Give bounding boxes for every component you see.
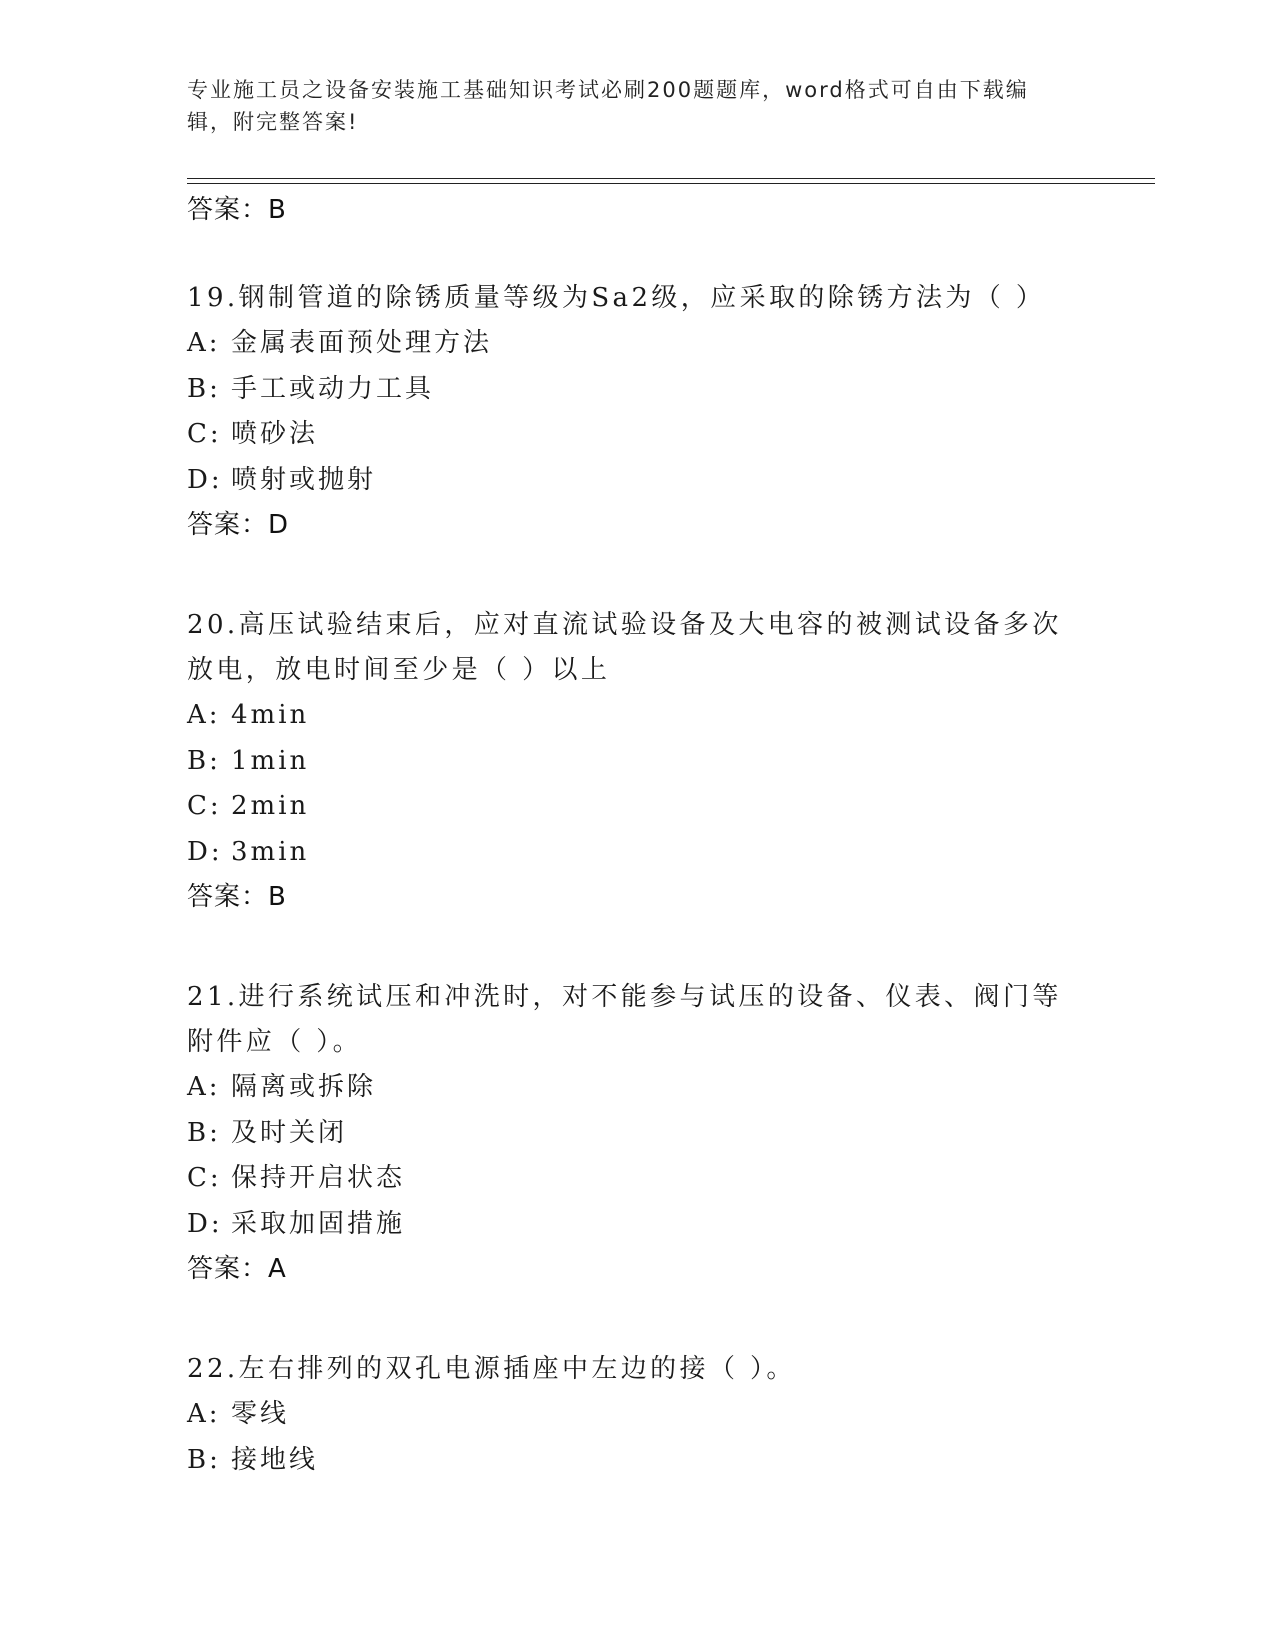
- option-text: 采取加固措施: [231, 1208, 406, 1239]
- option-letter: A:: [187, 1399, 221, 1429]
- option-letter: A:: [187, 1072, 221, 1102]
- question-text: 19.钢制管道的除锈质量等级为Sa2级，应采取的除锈方法为（ ）: [187, 283, 1046, 313]
- option-letter: D:: [187, 464, 223, 495]
- option-text: 及时关闭: [231, 1117, 348, 1148]
- option-c: [187, 1156, 1087, 1202]
- question-item: [187, 603, 1087, 919]
- option-a: [187, 321, 1087, 367]
- option-text: 3min: [231, 836, 310, 867]
- option-c: [187, 412, 1087, 458]
- option-letter: A:: [187, 328, 221, 358]
- header-divider-top: [187, 178, 1155, 179]
- answer-label: 答案：A: [187, 1254, 287, 1284]
- option-letter: B:: [187, 745, 221, 776]
- header-title: 专业施工员之设备安装施工基础知识考试必刷200题题库，word格式可自由下载编辑，附完整答案!: [187, 78, 1029, 134]
- option-b: [187, 739, 1087, 785]
- option-letter: A:: [187, 700, 221, 730]
- option-text: 隔离或拆除: [231, 1072, 377, 1102]
- header-divider-bottom: [187, 183, 1155, 184]
- question-item: [187, 1347, 1087, 1483]
- option-text: 喷砂法: [231, 419, 319, 449]
- option-letter: D:: [187, 1208, 223, 1239]
- option-text: 金属表面预处理方法: [231, 328, 493, 358]
- option-letter: B:: [187, 1444, 221, 1475]
- answer-label: 答案：D: [187, 510, 290, 540]
- option-letter: C:: [187, 791, 222, 821]
- answer-label: 答案：B: [187, 882, 287, 912]
- option-text: 1min: [231, 745, 310, 776]
- option-letter: C:: [187, 1163, 222, 1193]
- question-list: [187, 188, 1087, 1483]
- option-a: [187, 1065, 1087, 1111]
- question-text: 20.高压试验结束后，应对直流试验设备及大电容的被测试设备多次放电，放电时间至少是（ ）以上: [187, 610, 1062, 685]
- option-a: [187, 693, 1087, 739]
- option-text: 4min: [231, 700, 310, 730]
- option-letter: C:: [187, 419, 222, 449]
- option-d: [187, 1202, 1087, 1248]
- option-text: 零线: [231, 1399, 290, 1429]
- option-b: [187, 1438, 1087, 1484]
- question-text: 22.左右排列的双孔电源插座中左边的接（ ）。: [187, 1354, 796, 1384]
- option-c: [187, 784, 1087, 830]
- question-text: 21.进行系统试压和冲洗时，对不能参与试压的设备、仪表、阀门等附件应（ ）。: [187, 982, 1062, 1057]
- option-a: [187, 1392, 1087, 1438]
- answer-label: 答案：B: [187, 195, 287, 225]
- option-d: [187, 830, 1087, 876]
- question-item: [187, 276, 1087, 547]
- option-letter: B:: [187, 1117, 221, 1148]
- option-d: [187, 458, 1087, 504]
- option-letter: D:: [187, 836, 223, 867]
- question-item: [187, 975, 1087, 1291]
- option-b: [187, 367, 1087, 413]
- option-text: 保持开启状态: [231, 1163, 406, 1193]
- option-text: 手工或动力工具: [231, 373, 435, 404]
- option-b: [187, 1111, 1087, 1157]
- option-letter: B:: [187, 373, 221, 404]
- option-text: 2min: [231, 791, 310, 821]
- option-text: 喷射或抛射: [231, 464, 377, 495]
- option-text: 接地线: [231, 1444, 319, 1475]
- document-header: [187, 74, 1067, 138]
